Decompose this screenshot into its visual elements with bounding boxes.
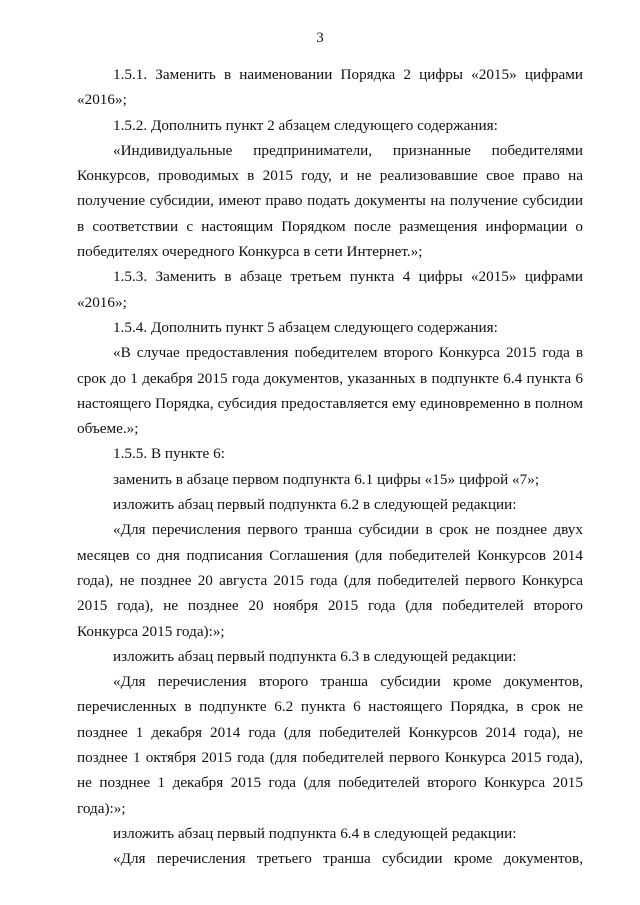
quote-paragraph-5-addition: «В случае предоставления победителем второго Конкурса 2015 года в срок до 1 декабря 2015 года документов, указанных в подпункте 6.4 пункта 6 настоящего Порядка, субсидия предоставляется ему единовременно в полном объеме.»; [77,344,583,438]
quote-paragraph-2-addition: «Индивидуальные предприниматели, признанные победителями Конкурсов, проводимых в 2015 году, и не реализовавшие свое право на получение субсидии, имеют право подать документы на получение субсидии в соответствии с настоящим Порядком после размещения информации о победителях очередного Конкурса в сети Интернет.»; [77,141,583,261]
paragraph-1-5-4: 1.5.4. Дополнить пункт 5 абзацем следующего содержания: [113,318,498,336]
paragraph-1-5-3: 1.5.3. Заменить в абзаце третьем пункта 4 цифры «2015» цифрами «2016»; [77,268,583,311]
paragraph-1-5-1: 1.5.1. Заменить в наименовании Порядка 2 цифры «2015» цифрами «2016»; [77,66,583,109]
quote-subparagraph-6-4: «Для перечисления третьего транша субсидии кроме документов, [113,850,583,868]
document-body [77,62,583,872]
quote-subparagraph-6-2: «Для перечисления первого транша субсидии в срок не позднее двух месяцев со дня подписания Соглашения (для победителей Конкурсов 2014 года), не позднее 20 августа 2015 года (для победителей первого Конкурса 2015 года), не позднее 20 ноября 2015 года (для победителей второго Конкурса 2015 года):»; [77,521,583,640]
instruction-6-2: изложить абзац первый подпункта 6.2 в следующей редакции: [113,496,517,514]
instruction-6-4: изложить абзац первый подпункта 6.4 в следующей редакции: [113,824,517,842]
instruction-6-1: заменить в абзаце первом подпункта 6.1 цифры «15» цифрой «7»; [113,470,540,488]
paragraph-1-5-2: 1.5.2. Дополнить пункт 2 абзацем следующего содержания: [113,116,498,134]
quote-subparagraph-6-3: «Для перечисления второго транша субсидии кроме документов, перечисленных в подпункте 6.2 пункта 6 настоящего Порядка, в срок не позднее 1 декабря 2014 года (для победителей Конкурсов 2014 года), не позднее 1 октября 2015 года (для победителей первого Конкурса 2015 года), не позднее 1 декабря 2015 года (для победителей второго Конкурса 2015 года):»; [77,673,583,817]
paragraph-1-5-5: 1.5.5. В пункте 6: [113,445,225,463]
page-number: 3 [316,30,324,46]
instruction-6-3: изложить абзац первый подпункта 6.3 в следующей редакции: [113,647,517,665]
